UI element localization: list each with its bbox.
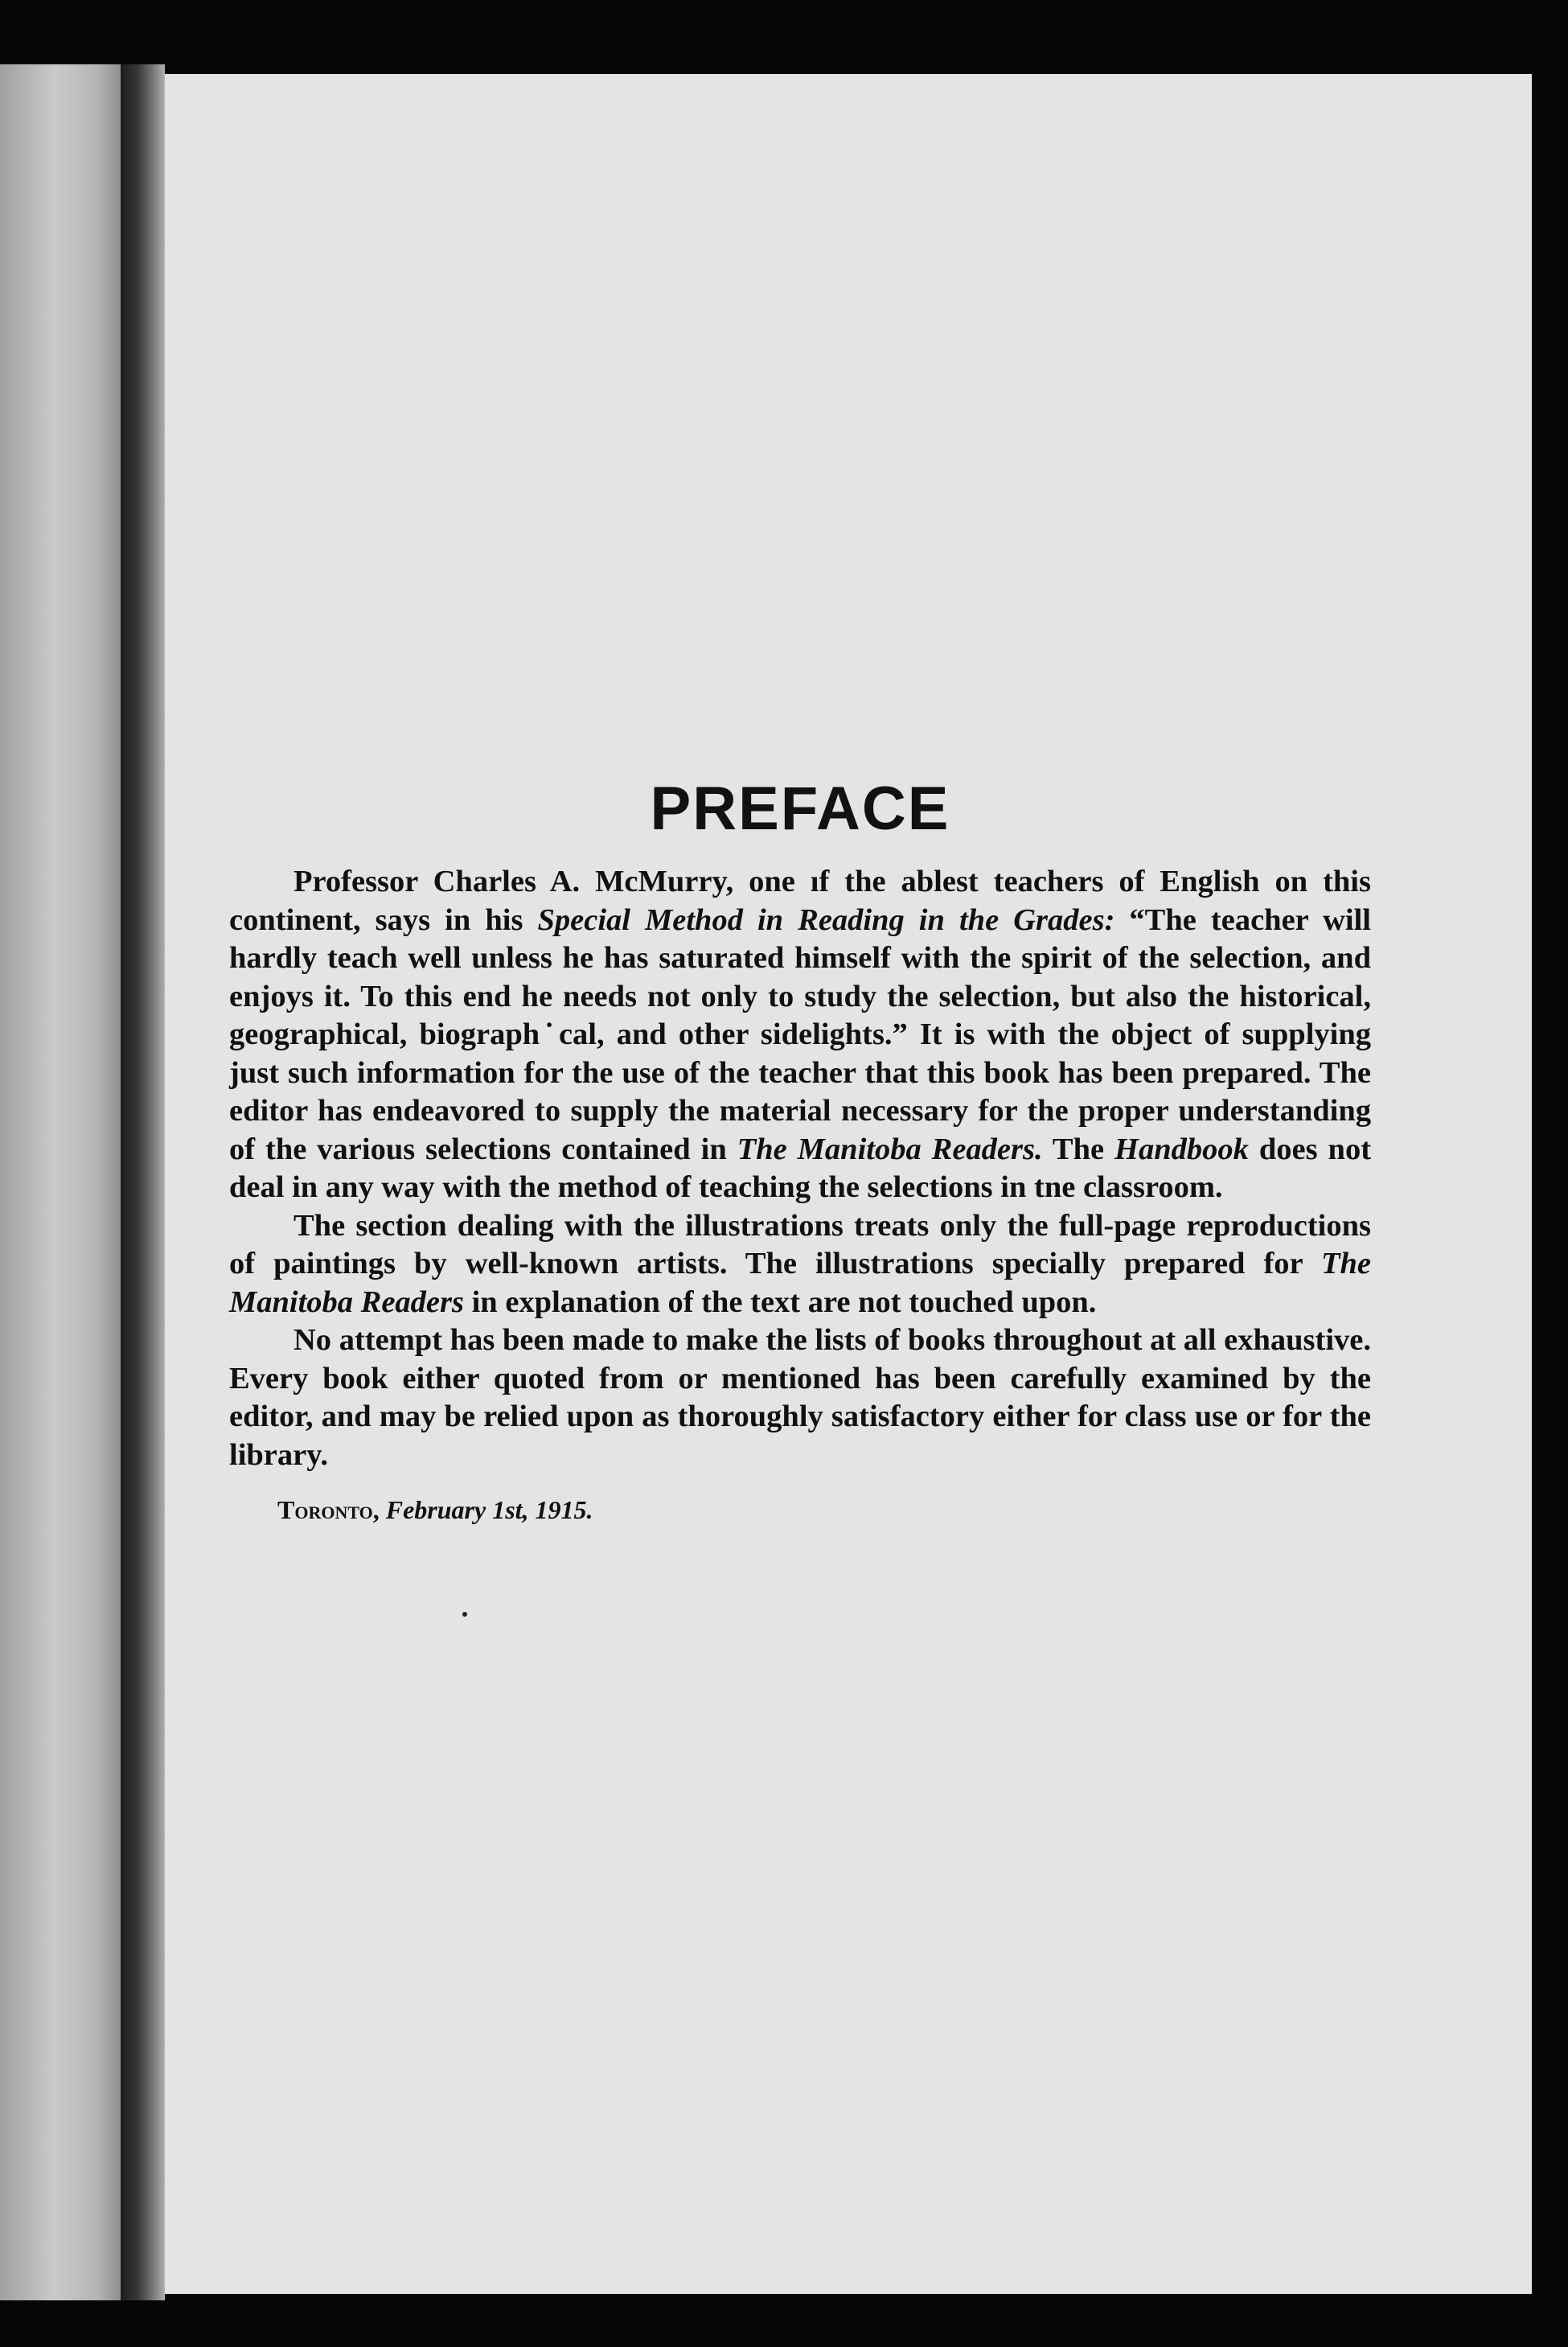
page-content [229, 693, 1371, 1525]
paragraph-1-book-title: Special Method in Reading in the Grades: [537, 902, 1115, 937]
paragraph-2 [229, 1207, 1371, 1322]
facing-page-edge [0, 64, 121, 2300]
signoff [277, 1495, 1371, 1525]
paragraph-2-readers-title: The Manitoba Readers [229, 1247, 1371, 1319]
paragraph-3-part-1: No attempt has been made to make the lists of books throughout at all exhaustive. Every book either quoted from or mentioned has been carefully examined by the editor, and may be relied upon as thoroughly satisfactory either for class use or for the library. [229, 1323, 1371, 1472]
paragraph-1-readers-title: The Manitoba Readers. [737, 1132, 1043, 1166]
paragraph-1 [229, 863, 1371, 1207]
paragraph-1-part-7: does not deal in any way with the method of teaching the selections in tne classroom. [229, 1132, 1372, 1204]
paragraph-1-part-1: Professor Charles A. McMurry, one ıf the ablest teachers of English on this continent, says in his [229, 865, 1371, 937]
paragraph-1-handbook-title: Handbook [1114, 1132, 1249, 1166]
print-speck [462, 1612, 467, 1617]
signoff-place: Toronto, [277, 1495, 380, 1524]
paragraph-1-part-5: The [1042, 1132, 1115, 1166]
page-title: PREFACE [650, 775, 950, 843]
book-page [165, 74, 1532, 2294]
signoff-date: February 1st, 1915. [385, 1495, 593, 1524]
paragraph-2-part-1: The section dealing with the illustrations treats only the full-page reproductions of paintings by well-known artists. The illustrations specially prepared for [229, 1208, 1371, 1280]
paragraph-3 [229, 1321, 1371, 1474]
paragraph-1-part-3: “The teacher will hardly teach well unless he has saturated himself with the spirit of the selection, and enjoys it. To this end he needs not only to study the selection, but also the historical, geographical, biograph˙cal, and other sidelights.” It is with the object of supplying just such information for the use of the teacher that this book has been prepared. The editor has endeavored to supply the material necessary for the proper understanding of the various selections contained in [229, 902, 1371, 1166]
book-spine-shadow [121, 64, 165, 2300]
paragraph-2-part-3: in explanation of the text are not touched upon. [463, 1284, 1097, 1319]
